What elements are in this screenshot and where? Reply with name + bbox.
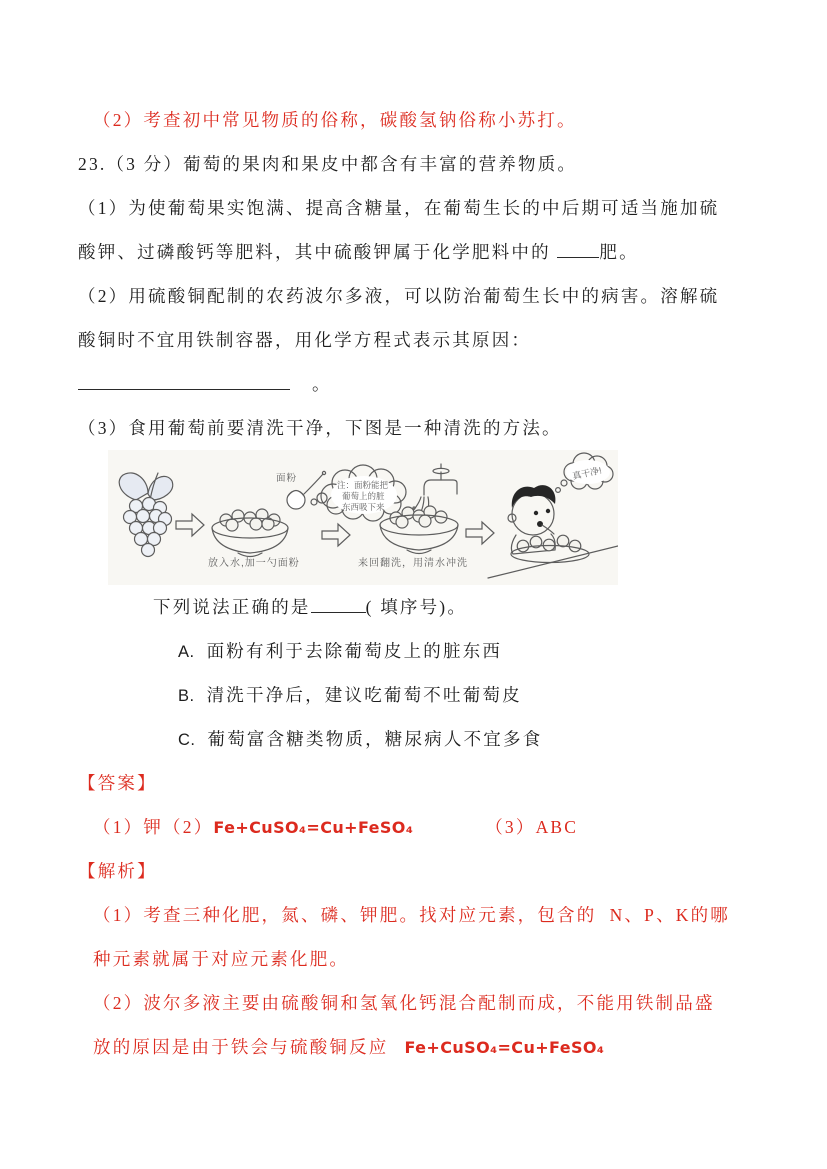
part3-line: （3）食用葡萄前要清洗干净，下图是一种清洗的方法。	[78, 418, 562, 438]
answer-line	[78, 805, 787, 849]
choose-statement-line	[78, 585, 787, 629]
option-b-text: 清洗干净后，建议吃葡萄不吐葡萄皮	[206, 685, 522, 705]
grape-washing-figure	[108, 450, 787, 585]
note-line3: 东西吸下来	[342, 502, 385, 512]
option-b	[78, 673, 787, 717]
note-line2: 葡萄上的脏	[342, 491, 385, 501]
answer-part3: （3）ABC	[485, 817, 579, 837]
thought-bubble-text: 真干净!	[571, 465, 603, 482]
fill-blank-fertilizer	[557, 239, 599, 258]
fill-blank-equation	[78, 371, 290, 390]
part1-line1: （1）为使葡萄果实饱满、提高含糖量，在葡萄生长的中后期可适当施加硫	[78, 198, 720, 218]
choose-text-tail: ( 填序号)。	[365, 597, 468, 617]
choose-text: 下列说法正确的是	[153, 597, 311, 617]
part2-line2: 酸铜时不宜用铁制容器，用化学方程式表示其原因：	[78, 330, 532, 350]
option-c-text: 葡萄富含糖类物质，糖尿病人不宜多食	[207, 729, 543, 749]
note-line1: 注：面粉能把	[337, 480, 389, 490]
part2-line1: （2）用硫酸铜配制的农药波尔多液，可以防治葡萄生长中的病害。溶解硫	[78, 286, 720, 306]
fill-blank-choice	[311, 594, 366, 613]
blank-line-period: 。	[312, 374, 332, 394]
analysis-p1-line2: 种元素就属于对应元素化肥。	[93, 949, 350, 969]
part2-equation-blank-line	[78, 362, 787, 406]
analysis-p1-line1: （1）考查三种化肥，氮、磷、钾肥。找对应元素，包含的 N、P、K的哪	[93, 905, 731, 925]
option-b-label: B.	[178, 687, 195, 705]
flour-label: 面粉	[276, 473, 298, 484]
previous-analysis-line: （2）考查初中常见物质的俗称，碳酸氢钠俗称小苏打。	[93, 110, 577, 130]
option-c	[78, 717, 787, 761]
figure-caption-step1: 放入水,加一勺面粉	[208, 558, 300, 569]
grape-washing-illustration	[108, 450, 618, 585]
answer-part1-part2: （1）钾（2）	[93, 817, 214, 837]
analysis-header: 【解析】	[78, 861, 157, 881]
analysis-p2-line2	[78, 1025, 787, 1069]
answer-header: 【答案】	[78, 773, 157, 793]
part1-line2-text: 酸钾、过磷酸钙等肥料，其中硫酸钾属于化学肥料中的	[78, 242, 558, 262]
option-c-label: C.	[178, 731, 196, 749]
analysis-p2-line2-text: 放的原因是由于铁会与硫酸铜反应	[93, 1037, 389, 1057]
answer-equation: Fe+CuSO₄=Cu+FeSO₄	[213, 818, 414, 837]
analysis-p2-line1: （2）波尔多液主要由硫酸铜和氢氧化钙混合配制而成，不能用铁制品盛	[93, 993, 715, 1013]
analysis-equation: Fe+CuSO₄=Cu+FeSO₄	[404, 1038, 605, 1057]
option-a-text: 面粉有利于去除葡萄皮上的脏东西	[206, 641, 503, 661]
question-23-stem: 23.（3 分）葡萄的果肉和果皮中都含有丰富的营养物质。	[78, 154, 578, 174]
figure-caption-step2: 来回翻洗，用清水冲洗	[358, 558, 468, 569]
option-a	[78, 629, 787, 673]
part1-line2-tail: 肥。	[599, 242, 639, 262]
option-a-label: A.	[178, 643, 195, 661]
part1-line2	[78, 230, 787, 274]
